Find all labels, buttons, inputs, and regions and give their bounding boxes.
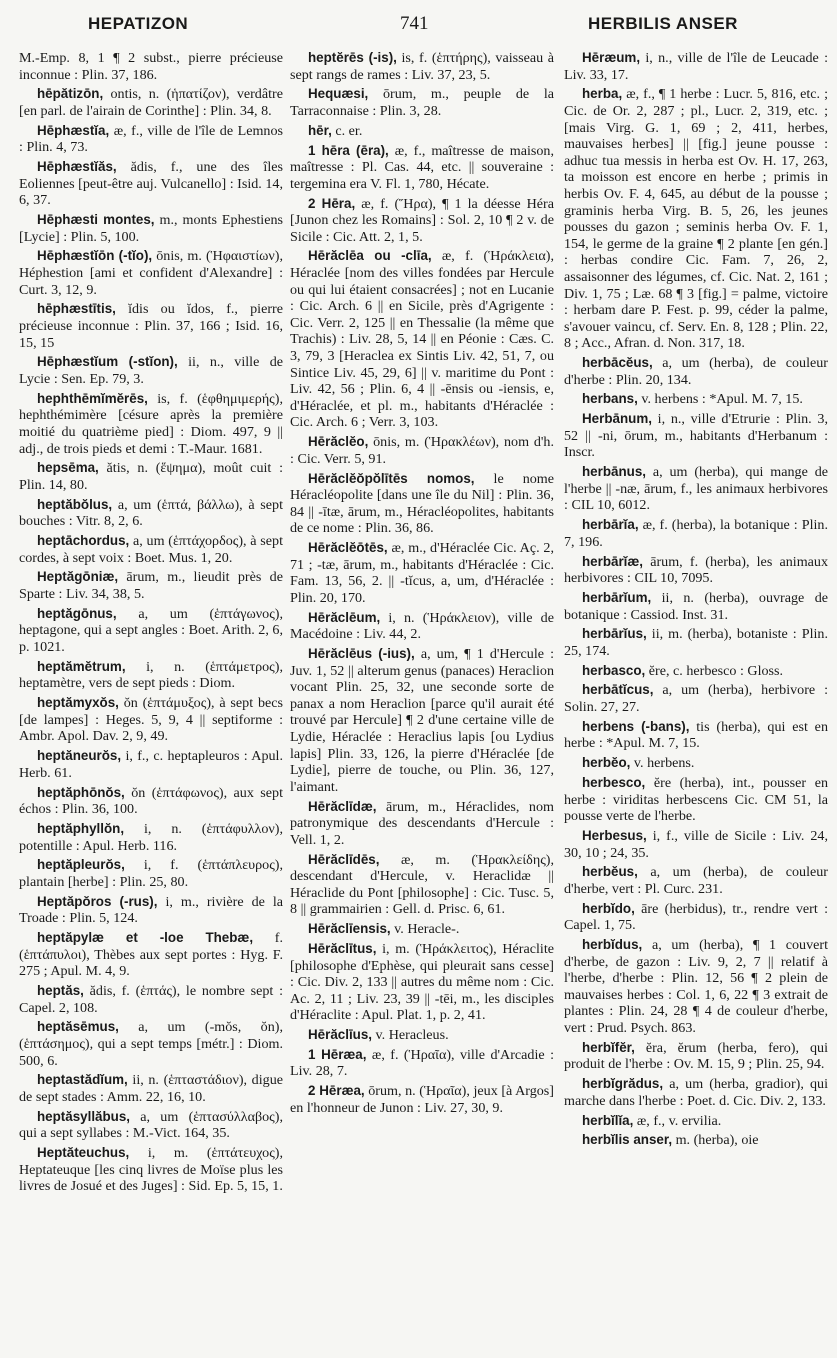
entry-headword: Hēphæstĭa, xyxy=(37,122,110,138)
entry-definition: a, um (herba), ¶ 1 couvert d'herbe, de gazon : Liv. 9, 2, 7 || relatif à l'herbe, d'herbe : Plin. 12, 56 ¶ 2 plein de mauvaises herbes : Col. 1, 6, 22 ¶ 3 extrait de plantes : Plin. 24, 28 ¶ 4 de couleur d'herbe, vert : Prud. Psych. 863. xyxy=(564,937,828,1037)
entry-headword: heptăsyllăbus, xyxy=(37,1108,131,1124)
entry-definition: æ, f., ville de l'île de Lemnos : Plin. 4, 73. xyxy=(19,122,283,156)
entry-headword: 1 hēra (ēra), xyxy=(308,142,389,158)
entry-definition: æ, f., ¶ 1 herbe : Lucr. 5, 816, etc. ; Cic. de Or. 2, 287 ; pl., Lucr. 2, 319, etc. ; [mais Virg. G. 1, 69 ; 2, 411, herbes, mauvaises herbes] || [fig.] jeune pousse : adhuc tua messis in herba est Ov. H. 17, 263, ta moisson est encore en herbe ; primis in herbis Ov. F. 4, 645, au début de la pousse ; graminis herba Virg. B. 5, 26, les jeunes pousses du gazon ; seminis herba Ov. F. 1, 154, le germe de la graine ¶ 2 plante [en gén.] : herbas condire Cic. Fam. 7, 26, 2, assaisonner des légumes, cf. Cic. Nat. 2, 161 ; Div. 1, 75 ; Læ. 68 ¶ 3 [fig.] = palme, victoire : herbam dare P. Fest. p. 99, céder la palme, s'avouer vaincu, cf. Serv. En. 8, 128 ; Plin. 22, 8 ; Acc., Afran. d. Non. 317, 18. xyxy=(564,86,828,352)
entry-headword: Hērăclēus (-ius), xyxy=(308,646,415,662)
entry-definition: ōrum, n. (Ἡραῖα), jeux [à Argos] en l'honneur de Junon : Liv. 27, 30, 9. xyxy=(290,1083,554,1116)
dictionary-entry xyxy=(564,663,828,680)
entry-headword: Hērăclēa ou -clīa, xyxy=(308,248,432,264)
dictionary-entry xyxy=(290,941,554,1024)
dictionary-entry xyxy=(564,50,828,83)
dictionary-entry xyxy=(290,610,554,643)
entry-definition: v. Heracle-. xyxy=(394,921,460,938)
entry-headword: herbĕus, xyxy=(582,864,638,880)
entry-headword: Hērăclīdēs, xyxy=(308,851,380,867)
header-last-headword: HERBILIS ANSER xyxy=(588,14,738,33)
dictionary-entry xyxy=(19,391,283,457)
entry-definition: a, um (ἑπτά, βάλλω), à sept bouches : Vitr. 8, 2, 6. xyxy=(19,496,283,530)
dictionary-entry xyxy=(564,464,828,514)
entry-headword: heptĕrēs (-is), xyxy=(308,50,397,65)
entry-definition: a, um, ¶ 1 d'Hercule : Juv. 1, 52 || alterum genus (panaces) Heraclion vocant Plin. 25, 32, une seconde sorte de panax a nom Heraclion [parce qu'il aurait été trouvé par Hercule] ¶ 2 d'une certaine ville de Lydie, Héraclée : Heraclius lapis [ou Lydius lapis] Plin. 33, 126, la pierre d'Héraclée [de Lydie], pierre de touche, ou Plin. 36, 127, l'aimant. xyxy=(290,646,555,795)
entry-headword: herba, xyxy=(582,86,623,102)
entry-definition: a, um (herba), herbivore : Solin. 27, 27. xyxy=(564,682,828,716)
entry-definition: i, f. (ἑπτάπλευρος), plantain [herbe] : Plin. 25, 80. xyxy=(19,857,283,890)
entry-headword: herbārĭæ, xyxy=(582,553,644,569)
entry-headword: heptāchordus, xyxy=(37,533,130,549)
dictionary-entry xyxy=(19,1072,283,1105)
entry-definition: m., monts Ephestiens [Lycie] : Plin. 5, 100. xyxy=(19,212,283,245)
entry-headword: herbesco, xyxy=(582,774,646,790)
dictionary-entry xyxy=(564,1076,828,1109)
dictionary-entry xyxy=(290,1047,554,1080)
entry-definition: ădis, f. (ἑπτάς), le nombre sept : Capel. 2, 108. xyxy=(19,983,283,1016)
entry-definition: c. er. xyxy=(335,122,363,139)
entry-headword: Hērăclĕōtēs, xyxy=(308,540,388,556)
dictionary-entry xyxy=(19,212,283,245)
column-left xyxy=(19,50,283,1198)
dictionary-entry xyxy=(19,533,283,566)
entry-headword: Heptăteuchus, xyxy=(37,1145,130,1161)
entry-headword: Hēphæstĭōn (-tĭo), xyxy=(37,248,153,264)
entry-headword: 2 Hēra, xyxy=(308,195,356,211)
entry-headword: Hērăclītus, xyxy=(308,940,377,956)
entry-headword: heptămĕtrum, xyxy=(37,658,126,674)
entry-headword: Herbesus, xyxy=(582,827,647,843)
entry-headword: herbācĕus, xyxy=(582,355,653,371)
dictionary-entry xyxy=(19,659,283,692)
column-right xyxy=(564,50,828,1152)
entry-headword: hēphæstītis, xyxy=(37,301,116,317)
dictionary-entry xyxy=(290,434,554,467)
dictionary-entry xyxy=(290,852,554,918)
dictionary-entry xyxy=(564,775,828,825)
header-first-headword: HEPATIZON xyxy=(88,14,189,33)
dictionary-entry xyxy=(19,894,283,927)
dictionary-entry xyxy=(19,354,283,387)
entry-headword: Hērăclīus, xyxy=(308,1027,373,1043)
entry-headword: heptăphyllŏn, xyxy=(37,820,125,836)
dictionary-entry xyxy=(290,921,554,938)
entry-definition: ōnis, m. (Ἡφαιστίων), Héphestion [ami et confident d'Alexandre] : Curt. 3, 12, 9. xyxy=(19,248,283,298)
dictionary-entry xyxy=(290,248,554,431)
entry-headword: Hērăclēum, xyxy=(308,609,381,625)
entry-definition: æ, f., v. ervilia. xyxy=(636,1112,722,1129)
dictionary-entry xyxy=(564,937,828,1037)
entry-definition: le nome Héracléopolite [dans une île du Nil] : Plin. 36, 84 || -ītæ, ārum, m., Héracléopolites, habitants de ce nome : Plin. 36, 86. xyxy=(290,470,555,537)
dictionary-entry xyxy=(564,391,828,408)
entry-definition: a, um (ἑπτάχορδος), à sept cordes, à sept voix : Boet. Mus. 1, 20. xyxy=(19,533,283,566)
entry-definition: æ, m., d'Héraclée Cic. Aç. 2, 71 ; -tæ, ārum, m., habitants d'Héraclée : Cic. Fam. 13, 56, 2. || -tĭcus, a, um, d'Héraclée : Plin. 20, 170. xyxy=(290,540,555,606)
entry-headword: Hērăclĕŏpŏlītēs nomos, xyxy=(308,470,475,486)
page-header xyxy=(0,0,837,48)
dictionary-entry xyxy=(290,471,554,537)
dictionary-entry xyxy=(564,554,828,587)
entry-definition: ĭdis ou ĭdos, f., pierre précieuse inconnue : Plin. 37, 166 ; Isid. 16, 15, 15 xyxy=(19,301,283,351)
entry-definition: ĕre, c. herbesco : Gloss. xyxy=(648,662,784,679)
dictionary-entry xyxy=(19,50,283,83)
entry-definition: v. herbens. xyxy=(633,755,695,772)
dictionary-entry xyxy=(19,930,283,980)
entry-definition: ădis, f., une des îles Eoliennes [peut-être auj. Vulcanello] : Isid. 14, 6, 37. xyxy=(19,159,283,209)
entry-definition: a, um (-mŏs, ŏn), (ἑπτάσημος), qui a sept temps [métr.] : Diom. 500, 6. xyxy=(19,1019,283,1069)
dictionary-entry xyxy=(290,646,554,795)
dictionary-entry xyxy=(564,1113,828,1130)
dictionary-entry xyxy=(19,748,283,781)
dictionary-entry xyxy=(564,1040,828,1073)
entry-headword: hephthēmĭmĕrēs, xyxy=(37,390,148,406)
entry-definition: i, n. (Ἡράκλειον), ville de Macédoine : Liv. 44, 2. xyxy=(290,609,554,643)
entry-headword: hēr, xyxy=(308,122,332,138)
entry-headword: heptastădĭum, xyxy=(37,1072,128,1088)
dictionary-entry xyxy=(19,1145,283,1195)
entry-headword: heptăneurŏs, xyxy=(37,748,122,764)
entry-definition: ŏn (ἑπτάμυξος), à sept becs [de lampes] : Heges. 5, 9, 4 || septiforme : Ambr. Apol. Dav. 2, 9, 49. xyxy=(19,695,283,745)
entry-definition: is, f. (ἑφθημιμερής), hephthémimère [césure après la première moitié du quatrième pied] : Diom. 497, 9 || adj., de trois pieds et demi : T.-Maur. 1681. xyxy=(19,390,283,457)
entry-definition: æ, f. (herba), la botanique : Plin. 7, 196. xyxy=(564,517,828,550)
entry-definition: ii, n. (herba), ouvrage de botanique : Cassiod. Inst. 31. xyxy=(564,589,829,623)
page-number: 741 xyxy=(400,13,429,34)
entry-headword: herbārĭus, xyxy=(582,626,647,642)
dictionary-entry xyxy=(19,301,283,351)
entry-headword: heptămyxŏs, xyxy=(37,695,119,711)
entry-headword: 1 Hēræa, xyxy=(308,1046,367,1062)
entry-definition: ii, m. (herba), botaniste : Plin. 25, 174. xyxy=(564,626,828,659)
entry-headword: Herbānum, xyxy=(582,411,652,427)
dictionary-entry xyxy=(19,497,283,530)
dictionary-entry xyxy=(19,983,283,1016)
entry-headword: Hequæsi, xyxy=(308,86,369,102)
entry-headword: herbĭfĕr, xyxy=(582,1039,635,1055)
entry-headword: Heptăgōniæ, xyxy=(37,569,119,585)
dictionary-entry xyxy=(19,1109,283,1142)
entry-definition: tis (herba), qui est en herbe : *Apul. M. 7, 15. xyxy=(564,718,828,752)
entry-headword: Hērăclĕo, xyxy=(308,434,369,450)
dictionary-entry xyxy=(290,143,554,193)
entry-definition: i, f., ville de Sicile : Liv. 24, 30, 10 ; 24, 35. xyxy=(564,827,828,861)
entry-definition: a, um (ἑπτάγωνος), heptagone, qui a sept angles : Boet. Arith. 2, 6, p. 1021. xyxy=(19,605,283,656)
entry-definition: i, f., c. heptapleuros : Apul. Herb. 61. xyxy=(19,748,283,781)
entry-headword: Hēræum, xyxy=(582,50,641,65)
entry-headword: herbĭlĭa, xyxy=(582,1112,634,1128)
entry-definition: ĕra, ĕrum (herba, fero), qui produit de l'herbe : Ov. M. 15, 9 ; Plin. 25, 94. xyxy=(564,1039,828,1073)
entry-headword: herbārĭum, xyxy=(582,589,652,605)
dictionary-entry xyxy=(290,540,554,606)
entry-definition: ĕre (herba), int., pousser en herbe : viriditas herbescens Cic. CM 51, la pousse verte de l'herbe. xyxy=(564,774,828,825)
entry-definition: a, um (herba), de couleur d'herbe : Plin. 20, 134. xyxy=(564,355,828,388)
entry-definition: i, n., ville d'Etrurie : Plin. 3, 52 || -ni, ōrum, m., habitants d'Herbanum : Inscr. xyxy=(564,411,828,461)
dictionary-entry xyxy=(290,86,554,119)
dictionary-entry xyxy=(290,799,554,849)
entry-definition: ontis, n. (ἡπατίζον), verdâtre [en parl. de l'airain de Corinthe] : Plin. 34, 8. xyxy=(19,86,283,119)
entry-definition: ătis, n. (ἕψημα), moût cuit : Plin. 14, 80. xyxy=(19,460,283,493)
entry-definition: ārum, m., Héraclides, nom patronymique des descendants d'Hercule : Vell. 1, 2. xyxy=(290,798,554,848)
entry-headword: heptăphōnŏs, xyxy=(37,784,125,800)
entry-definition: a, um (herba, gradior), qui marche dans l'herbe : Poet. d. Cic. Div. 2, 133. xyxy=(564,1076,828,1109)
entry-definition: i, n. (ἑπτάφυλλον), potentille : Apul. Herb. 116. xyxy=(19,820,283,854)
column-middle xyxy=(290,50,554,1120)
entry-definition: æ, m. (Ἡρακλείδης), descendant d'Hercule, v. Heraclidæ || Héraclide du Pont [philosophe] : Cic. Tusc. 5, 8 || grammairien : Gell. d. Prisc. 6, 61. xyxy=(290,851,554,918)
entry-headword: herbens (-bans), xyxy=(582,718,690,734)
dictionary-entry xyxy=(564,86,828,352)
entry-headword: Hērăclīensis, xyxy=(308,921,391,937)
entry-headword: heptăsēmus, xyxy=(37,1019,119,1035)
entry-headword: herbānus, xyxy=(582,464,646,480)
dictionary-entry xyxy=(19,86,283,119)
dictionary-entry xyxy=(19,159,283,209)
entry-headword: herbātĭcus, xyxy=(582,682,654,698)
dictionary-entry xyxy=(19,785,283,818)
entry-definition: i, m. (Ἡράκλειτος), Héraclite [philosophe d'Ephèse, qui pleurait sans cesse] : Cic. Div. 2, 133 || autres du même nom : Cic. Ac. 2, 11 ; Liv. 23, 39 || -tēi, m., les disciples d'Héraclite : Apul. Plat. 1, p. 2, 41. xyxy=(290,940,554,1024)
entry-headword: Hēphæstĭăs, xyxy=(37,159,117,175)
entry-headword: herbĕo, xyxy=(582,755,631,771)
entry-definition: ii, n. (ἑπταστάδιον), digue de sept stades : Amm. 22, 16, 10. xyxy=(19,1072,283,1105)
entry-headword: herbĭdus, xyxy=(582,937,643,953)
entry-definition: i, n., ville de l'île de Leucade : Liv. 33, 17. xyxy=(564,50,828,83)
entry-headword: herbārĭa, xyxy=(582,517,639,533)
dictionary-entry xyxy=(564,719,828,752)
entry-definition: m. (herba), oie xyxy=(675,1132,759,1149)
entry-definition: ŏn (ἑπτάφωνος), aux sept échos : Plin. 36, 100. xyxy=(19,784,283,818)
dictionary-entry xyxy=(290,1083,554,1116)
entry-definition: f. (ἑπτάπυλοι), Thèbes aux sept portes : Hyg. F. 275 ; Apul. M. 4, 9. xyxy=(19,930,284,980)
entry-headword: Heptăpŏros (-rus), xyxy=(37,893,158,909)
dictionary-entry xyxy=(19,606,283,656)
dictionary-entry xyxy=(290,50,554,83)
dictionary-entry xyxy=(19,460,283,493)
entry-headword: Hērăclīdæ, xyxy=(308,798,377,814)
dictionary-entry xyxy=(564,355,828,388)
entry-definition: æ, f. (Ἡραῖα), ville d'Arcadie : Liv. 28, 7. xyxy=(290,1046,554,1080)
dictionary-entry xyxy=(290,1027,554,1044)
dictionary-entry xyxy=(19,695,283,745)
entry-definition: ōrum, m., peuple de la Tarraconnaise : Plin. 3, 28. xyxy=(290,86,554,119)
entry-headword: heptăbŏlus, xyxy=(37,496,113,512)
entry-definition: a, um (ἑπτασύλλαβος), qui a sept syllabes : M.-Vict. 164, 35. xyxy=(19,1108,283,1142)
entry-definition: a, um (herba), de couleur d'herbe, vert : Pl. Curc. 231. xyxy=(564,864,828,897)
dictionary-entry xyxy=(564,828,828,861)
dictionary-entry xyxy=(564,901,828,934)
entry-definition: i, m. (ἑπτάτευχος), Heptateuque [les cinq livres de Moïse plus les livres de Josué et des Juges] : Sid. Ep. 5, 15, 1. xyxy=(19,1145,283,1195)
dictionary-entry xyxy=(19,821,283,854)
entry-headword: 2 Hēræa, xyxy=(308,1083,365,1099)
entry-definition: æ, f. (Ἥρα), ¶ 1 la déesse Héra [Junon chez les Romains] : Sol. 2, 10 ¶ 2 v. de Sicile : Cic. Att. 2, 1, 5. xyxy=(290,195,555,245)
entry-headword: heptăpylæ et -loe Thebæ, xyxy=(37,930,254,946)
entry-definition: a, um (herba), qui mange de l'herbe || -næ, ārum, f., les animaux herbivores : CIL 10, 6012. xyxy=(564,464,828,514)
entry-definition: ōnis, m. (Ἡρακλέων), nom d'h. : Cic. Verr. 5, 91. xyxy=(290,434,554,467)
entry-definition: æ, f., maîtresse de maison, maîtresse : Pl. Cas. 44, etc. || souveraine : tergemina era V. Fl. 1, 780, Hécate. xyxy=(290,142,554,192)
entry-definition: v. Heracleus. xyxy=(375,1027,449,1044)
entry-definition: ii, n., ville de Lycie : Sen. Ep. 79, 3. xyxy=(19,354,284,387)
entry-headword: herbans, xyxy=(582,391,638,407)
entry-definition: āre (herbidus), tr., rendre vert : Capel. 1, 75. xyxy=(564,900,828,934)
entry-definition: i, m., rivière de la Troade : Plin. 5, 124. xyxy=(19,893,284,927)
dictionary-entry xyxy=(564,411,828,461)
dictionary-entry xyxy=(564,682,828,715)
entry-headword: herbasco, xyxy=(582,662,646,678)
entry-headword: heptăpleurŏs, xyxy=(37,857,125,873)
dictionary-entry xyxy=(19,1019,283,1069)
entry-headword: herbĭgrădus, xyxy=(582,1076,664,1092)
entry-definition: ārum, f. (herba), les animaux herbivores : CIL 10, 7095. xyxy=(564,553,829,587)
dictionary-entry xyxy=(564,626,828,659)
entry-definition: v. herbens : *Apul. M. 7, 15. xyxy=(641,391,803,408)
dictionary-entry xyxy=(19,569,283,602)
entry-headword: herbĭlis anser, xyxy=(582,1132,673,1148)
dictionary-entry xyxy=(564,755,828,772)
dictionary-entry xyxy=(19,123,283,156)
entry-headword: heptăgōnus, xyxy=(37,605,117,621)
entry-headword: hēpătizōn, xyxy=(37,86,104,102)
entry-headword: Hēphæstĭum (-stĭon), xyxy=(37,354,178,370)
dictionary-entry xyxy=(564,864,828,897)
dictionary-entry xyxy=(19,857,283,890)
dictionary-entry xyxy=(564,1132,828,1149)
dictionary-entry xyxy=(564,517,828,550)
entry-definition: ārum, m., lieudit près de Sparte : Liv. 34, 38, 5. xyxy=(19,569,283,603)
entry-headword: heptăs, xyxy=(37,983,84,998)
entry-headword: Hēphæsti montes, xyxy=(37,212,155,228)
dictionary-entry xyxy=(290,196,554,246)
entry-definition: i, n. (ἑπτάμετρος), heptamètre, vers de sept pieds : Diom. xyxy=(19,658,283,692)
entry-headword: herbĭdo, xyxy=(582,900,635,916)
entry-definition: æ, f. (Ἡράκλεια), Héraclée [nom des villes fondées par Hercule ou qui lui étaient consacrées] ; not en Lucanie : Cic. Arch. 6 || en Sicile, près d'Agrigente : Cic. Verr. 2, 125 || en Thessalie (la même que Trachis) : Liv. 28, 5, 14 || en Péonie : Cæs. C. 3, 79, 3 [Heraclea ex Sintis Liv. 42, 51, 7, ou Sintice Liv. 45, 29, 6] || v. maritime du Pont : Liv. 42, 56 ; Plin. 6, 4 || -ēnsis ou -iensis, e, d'Héraclée, et pl. m., habitants d'Héraclée : Cic. Arch. 6 ; Verr. 3, 103. xyxy=(290,248,555,431)
dictionary-entry xyxy=(290,123,554,140)
entry-definition: is, f. (ἑπτήρης), vaisseau à sept rangs de rames : Liv. 37, 23, 5. xyxy=(290,50,554,83)
dictionary-entry xyxy=(564,590,828,623)
entry-definition: M.-Emp. 8, 1 ¶ 2 subst., pierre précieuse inconnue : Plin. 37, 186. xyxy=(19,50,283,83)
dictionary-entry xyxy=(19,248,283,298)
entry-headword: hepsēma, xyxy=(37,460,99,476)
